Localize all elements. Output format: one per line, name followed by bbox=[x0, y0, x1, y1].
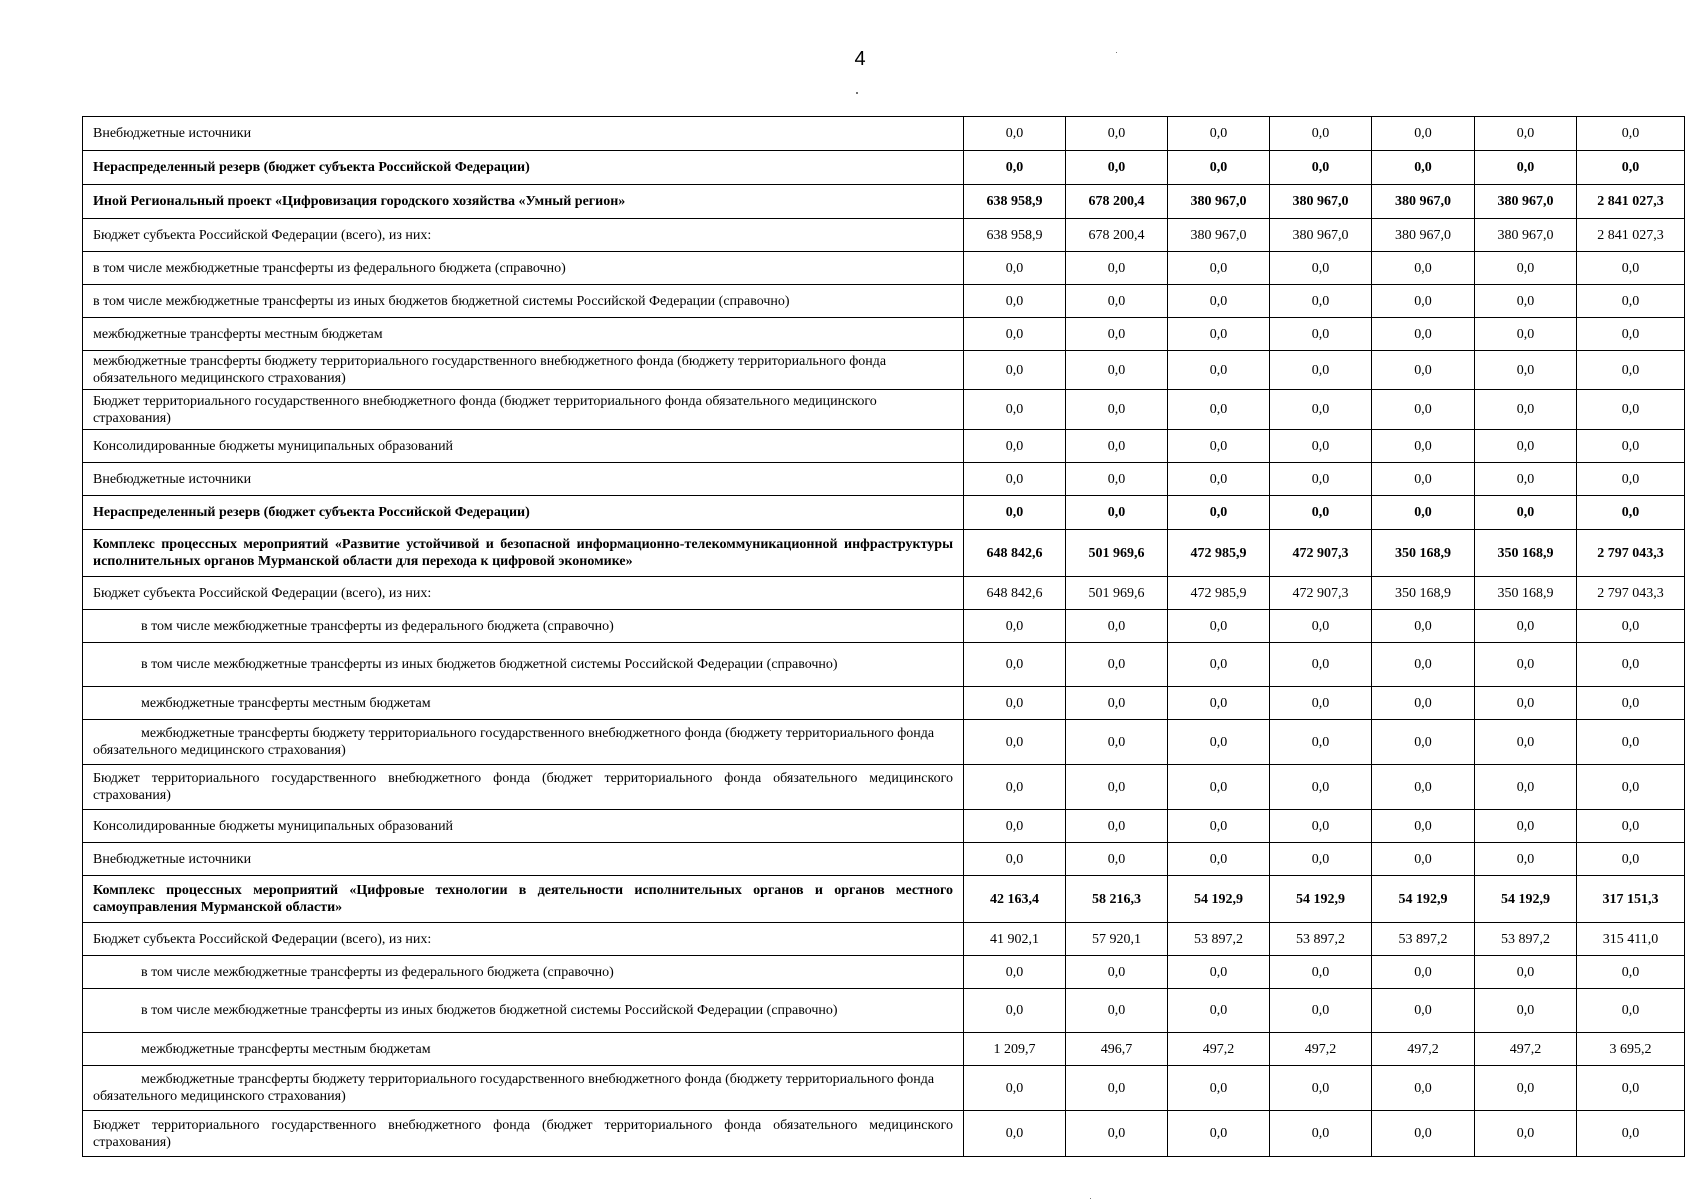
row-value-cell: 0,0 bbox=[1475, 687, 1577, 720]
row-value-cell: 0,0 bbox=[1270, 430, 1372, 463]
row-value-cell: 0,0 bbox=[1372, 1066, 1475, 1111]
row-value-cell: 472 985,9 bbox=[1168, 530, 1270, 577]
scan-speck bbox=[856, 92, 858, 94]
row-value-cell: 0,0 bbox=[964, 989, 1066, 1033]
row-value-cell: 501 969,6 bbox=[1066, 530, 1168, 577]
row-value-cell: 0,0 bbox=[1475, 989, 1577, 1033]
row-label: Бюджет территориального государственного внебюджетного фонда (бюджет территориального фонда обязательного медицинского страхования) bbox=[83, 765, 964, 810]
row-value-cell: 0,0 bbox=[1372, 351, 1475, 390]
row-value-cell: 380 967,0 bbox=[1475, 185, 1577, 219]
row-total-cell: 0,0 bbox=[1577, 643, 1685, 687]
row-label: в том числе межбюджетные трансферты из федерального бюджета (справочно) bbox=[83, 610, 964, 643]
row-value-cell: 53 897,2 bbox=[1168, 923, 1270, 956]
row-value-cell: 678 200,4 bbox=[1066, 185, 1168, 219]
row-value-cell: 0,0 bbox=[1475, 318, 1577, 351]
table-row bbox=[83, 1066, 1685, 1111]
table-row bbox=[83, 989, 1685, 1033]
row-value-cell: 0,0 bbox=[1372, 643, 1475, 687]
row-value-cell: 0,0 bbox=[1168, 956, 1270, 989]
row-value-cell: 0,0 bbox=[1475, 252, 1577, 285]
row-value-cell: 0,0 bbox=[964, 687, 1066, 720]
row-value-cell: 0,0 bbox=[964, 463, 1066, 496]
row-value-cell: 0,0 bbox=[964, 956, 1066, 989]
row-value-cell: 0,0 bbox=[1270, 151, 1372, 185]
row-value-cell: 42 163,4 bbox=[964, 876, 1066, 923]
row-value-cell: 497,2 bbox=[1372, 1033, 1475, 1066]
row-value-cell: 0,0 bbox=[1066, 687, 1168, 720]
table-row bbox=[83, 810, 1685, 843]
row-total-cell: 0,0 bbox=[1577, 318, 1685, 351]
row-value-cell: 0,0 bbox=[1168, 810, 1270, 843]
table-row bbox=[83, 185, 1685, 219]
row-total-cell: 2 841 027,3 bbox=[1577, 185, 1685, 219]
row-value-cell: 0,0 bbox=[1270, 989, 1372, 1033]
row-value-cell: 0,0 bbox=[1168, 463, 1270, 496]
table-row bbox=[83, 1033, 1685, 1066]
row-total-cell: 0,0 bbox=[1577, 463, 1685, 496]
row-value-cell: 0,0 bbox=[1270, 390, 1372, 430]
table-row bbox=[83, 285, 1685, 318]
row-value-cell: 350 168,9 bbox=[1372, 577, 1475, 610]
row-value-cell: 0,0 bbox=[1168, 720, 1270, 765]
row-label: Бюджет территориального государственного внебюджетного фонда (бюджет территориального фонда обязательного медицинского страхования) bbox=[83, 1111, 964, 1157]
row-label: Иной Региональный проект «Цифровизация городского хозяйства «Умный регион» bbox=[83, 185, 964, 219]
row-value-cell: 0,0 bbox=[1270, 810, 1372, 843]
row-value-cell: 0,0 bbox=[1066, 765, 1168, 810]
row-value-cell: 0,0 bbox=[964, 318, 1066, 351]
row-total-cell: 0,0 bbox=[1577, 151, 1685, 185]
row-value-cell: 0,0 bbox=[964, 285, 1066, 318]
row-value-cell: 0,0 bbox=[1475, 117, 1577, 151]
budget-table-body bbox=[83, 117, 1685, 1157]
row-value-cell: 0,0 bbox=[1372, 252, 1475, 285]
row-value-cell: 0,0 bbox=[1270, 1066, 1372, 1111]
row-value-cell: 0,0 bbox=[1168, 687, 1270, 720]
row-value-cell: 0,0 bbox=[1270, 643, 1372, 687]
row-value-cell: 472 907,3 bbox=[1270, 577, 1372, 610]
table-row bbox=[83, 430, 1685, 463]
row-value-cell: 380 967,0 bbox=[1168, 219, 1270, 252]
row-total-cell: 0,0 bbox=[1577, 496, 1685, 530]
row-value-cell: 0,0 bbox=[1270, 687, 1372, 720]
table-row bbox=[83, 318, 1685, 351]
row-value-cell: 0,0 bbox=[1168, 351, 1270, 390]
row-value-cell: 0,0 bbox=[1372, 318, 1475, 351]
row-value-cell: 0,0 bbox=[1475, 810, 1577, 843]
table-row bbox=[83, 876, 1685, 923]
row-value-cell: 0,0 bbox=[1168, 610, 1270, 643]
row-value-cell: 0,0 bbox=[1475, 285, 1577, 318]
row-value-cell: 0,0 bbox=[1372, 720, 1475, 765]
row-label: Внебюджетные источники bbox=[83, 117, 964, 151]
row-value-cell: 0,0 bbox=[1270, 318, 1372, 351]
row-label: Бюджет территориального государственного внебюджетного фонда (бюджет территориального фонда обязательного медицинского страхования) bbox=[83, 390, 964, 430]
table-row bbox=[83, 390, 1685, 430]
row-total-cell: 0,0 bbox=[1577, 390, 1685, 430]
row-value-cell: 0,0 bbox=[1475, 463, 1577, 496]
row-value-cell: 0,0 bbox=[1475, 1066, 1577, 1111]
row-value-cell: 53 897,2 bbox=[1270, 923, 1372, 956]
row-value-cell: 0,0 bbox=[1372, 117, 1475, 151]
row-value-cell: 472 985,9 bbox=[1168, 577, 1270, 610]
row-value-cell: 0,0 bbox=[964, 1066, 1066, 1111]
row-value-cell: 0,0 bbox=[1475, 430, 1577, 463]
row-value-cell: 0,0 bbox=[1270, 765, 1372, 810]
row-total-cell: 0,0 bbox=[1577, 720, 1685, 765]
row-value-cell: 0,0 bbox=[964, 117, 1066, 151]
row-label: межбюджетные трансферты местным бюджетам bbox=[83, 1033, 964, 1066]
row-value-cell: 0,0 bbox=[1066, 720, 1168, 765]
row-value-cell: 0,0 bbox=[1066, 252, 1168, 285]
row-value-cell: 0,0 bbox=[1475, 720, 1577, 765]
row-value-cell: 0,0 bbox=[1066, 843, 1168, 876]
row-label: в том числе межбюджетные трансферты из федерального бюджета (справочно) bbox=[83, 956, 964, 989]
row-label: межбюджетные трансферты бюджету территориального государственного внебюджетного фонда (бюджету территориального фонда обязательного медицинского страхования) bbox=[83, 351, 964, 390]
row-value-cell: 0,0 bbox=[1270, 610, 1372, 643]
row-label: Внебюджетные источники bbox=[83, 843, 964, 876]
row-value-cell: 0,0 bbox=[964, 843, 1066, 876]
row-total-cell: 3 695,2 bbox=[1577, 1033, 1685, 1066]
row-value-cell: 0,0 bbox=[1475, 643, 1577, 687]
row-label: в том числе межбюджетные трансферты из иных бюджетов бюджетной системы Российской Федерации (справочно) bbox=[83, 989, 964, 1033]
row-value-cell: 54 192,9 bbox=[1168, 876, 1270, 923]
row-value-cell: 497,2 bbox=[1168, 1033, 1270, 1066]
row-value-cell: 0,0 bbox=[1168, 252, 1270, 285]
table-row bbox=[83, 643, 1685, 687]
row-total-cell: 0,0 bbox=[1577, 252, 1685, 285]
row-value-cell: 0,0 bbox=[1270, 252, 1372, 285]
row-total-cell: 0,0 bbox=[1577, 1111, 1685, 1157]
row-value-cell: 58 216,3 bbox=[1066, 876, 1168, 923]
row-total-cell: 2 841 027,3 bbox=[1577, 219, 1685, 252]
row-value-cell: 0,0 bbox=[1168, 430, 1270, 463]
row-value-cell: 638 958,9 bbox=[964, 219, 1066, 252]
row-value-cell: 0,0 bbox=[1066, 463, 1168, 496]
row-value-cell: 380 967,0 bbox=[1168, 185, 1270, 219]
row-value-cell: 0,0 bbox=[1372, 610, 1475, 643]
table-row bbox=[83, 1111, 1685, 1157]
row-value-cell: 0,0 bbox=[964, 1111, 1066, 1157]
row-value-cell: 0,0 bbox=[1066, 285, 1168, 318]
row-value-cell: 0,0 bbox=[1270, 720, 1372, 765]
row-value-cell: 0,0 bbox=[964, 252, 1066, 285]
table-row bbox=[83, 577, 1685, 610]
row-total-cell: 0,0 bbox=[1577, 765, 1685, 810]
table-row bbox=[83, 117, 1685, 151]
row-value-cell: 0,0 bbox=[1372, 463, 1475, 496]
row-value-cell: 0,0 bbox=[1475, 956, 1577, 989]
row-value-cell: 0,0 bbox=[1270, 956, 1372, 989]
table-row bbox=[83, 765, 1685, 810]
row-value-cell: 380 967,0 bbox=[1372, 185, 1475, 219]
row-total-cell: 2 797 043,3 bbox=[1577, 577, 1685, 610]
row-label: Внебюджетные источники bbox=[83, 463, 964, 496]
row-value-cell: 0,0 bbox=[1372, 843, 1475, 876]
row-total-cell: 2 797 043,3 bbox=[1577, 530, 1685, 577]
scan-speck bbox=[1116, 52, 1117, 53]
row-value-cell: 0,0 bbox=[1066, 318, 1168, 351]
row-label: межбюджетные трансферты местным бюджетам bbox=[83, 687, 964, 720]
row-value-cell: 0,0 bbox=[1372, 1111, 1475, 1157]
row-label: Консолидированные бюджеты муниципальных образований bbox=[83, 810, 964, 843]
row-value-cell: 0,0 bbox=[964, 765, 1066, 810]
row-value-cell: 0,0 bbox=[1372, 390, 1475, 430]
row-total-cell: 0,0 bbox=[1577, 1066, 1685, 1111]
row-value-cell: 0,0 bbox=[1066, 117, 1168, 151]
row-label: Бюджет субъекта Российской Федерации (всего), из них: bbox=[83, 923, 964, 956]
row-value-cell: 380 967,0 bbox=[1270, 185, 1372, 219]
row-value-cell: 54 192,9 bbox=[1270, 876, 1372, 923]
row-value-cell: 0,0 bbox=[1372, 430, 1475, 463]
row-value-cell: 0,0 bbox=[1066, 810, 1168, 843]
row-value-cell: 0,0 bbox=[1372, 956, 1475, 989]
row-value-cell: 0,0 bbox=[1066, 151, 1168, 185]
row-value-cell: 0,0 bbox=[1066, 1066, 1168, 1111]
row-label: в том числе межбюджетные трансферты из иных бюджетов бюджетной системы Российской Федерации (справочно) bbox=[83, 643, 964, 687]
table-row bbox=[83, 923, 1685, 956]
row-value-cell: 0,0 bbox=[1372, 765, 1475, 810]
row-value-cell: 501 969,6 bbox=[1066, 577, 1168, 610]
table-row bbox=[83, 956, 1685, 989]
row-value-cell: 0,0 bbox=[1168, 117, 1270, 151]
row-value-cell: 0,0 bbox=[1270, 496, 1372, 530]
row-value-cell: 380 967,0 bbox=[1475, 219, 1577, 252]
row-value-cell: 0,0 bbox=[964, 810, 1066, 843]
row-value-cell: 0,0 bbox=[1475, 765, 1577, 810]
row-value-cell: 0,0 bbox=[1168, 285, 1270, 318]
row-value-cell: 0,0 bbox=[1475, 496, 1577, 530]
row-label: межбюджетные трансферты бюджету территориального государственного внебюджетного фонда (бюджету территориального фонда обязательного медицинского страхования) bbox=[83, 1066, 964, 1111]
row-value-cell: 0,0 bbox=[1066, 496, 1168, 530]
table-row bbox=[83, 219, 1685, 252]
row-value-cell: 0,0 bbox=[964, 351, 1066, 390]
row-value-cell: 350 168,9 bbox=[1475, 577, 1577, 610]
row-value-cell: 0,0 bbox=[1168, 1066, 1270, 1111]
table-row bbox=[83, 151, 1685, 185]
row-value-cell: 0,0 bbox=[1270, 285, 1372, 318]
row-value-cell: 0,0 bbox=[1168, 1111, 1270, 1157]
row-value-cell: 380 967,0 bbox=[1372, 219, 1475, 252]
table-row bbox=[83, 351, 1685, 390]
scan-speck bbox=[1090, 1198, 1091, 1199]
row-value-cell: 0,0 bbox=[1066, 989, 1168, 1033]
row-total-cell: 0,0 bbox=[1577, 610, 1685, 643]
row-value-cell: 0,0 bbox=[1475, 390, 1577, 430]
row-value-cell: 0,0 bbox=[1372, 810, 1475, 843]
row-value-cell: 0,0 bbox=[1270, 843, 1372, 876]
table-row bbox=[83, 610, 1685, 643]
row-value-cell: 0,0 bbox=[1475, 151, 1577, 185]
row-value-cell: 53 897,2 bbox=[1475, 923, 1577, 956]
table-row bbox=[83, 687, 1685, 720]
row-label: Бюджет субъекта Российской Федерации (всего), из них: bbox=[83, 577, 964, 610]
row-value-cell: 350 168,9 bbox=[1475, 530, 1577, 577]
row-label: Нераспределенный резерв (бюджет субъекта Российской Федерации) bbox=[83, 151, 964, 185]
table-row bbox=[83, 530, 1685, 577]
row-value-cell: 0,0 bbox=[964, 610, 1066, 643]
row-value-cell: 0,0 bbox=[964, 720, 1066, 765]
row-value-cell: 0,0 bbox=[1372, 151, 1475, 185]
row-total-cell: 0,0 bbox=[1577, 810, 1685, 843]
row-value-cell: 0,0 bbox=[1168, 318, 1270, 351]
row-value-cell: 0,0 bbox=[1372, 687, 1475, 720]
row-total-cell: 0,0 bbox=[1577, 430, 1685, 463]
row-value-cell: 0,0 bbox=[1168, 643, 1270, 687]
row-total-cell: 0,0 bbox=[1577, 956, 1685, 989]
row-value-cell: 0,0 bbox=[1066, 1111, 1168, 1157]
row-value-cell: 0,0 bbox=[1270, 117, 1372, 151]
row-total-cell: 0,0 bbox=[1577, 843, 1685, 876]
row-value-cell: 0,0 bbox=[1168, 765, 1270, 810]
row-value-cell: 648 842,6 bbox=[964, 577, 1066, 610]
budget-table bbox=[82, 116, 1685, 1157]
row-value-cell: 41 902,1 bbox=[964, 923, 1066, 956]
row-value-cell: 472 907,3 bbox=[1270, 530, 1372, 577]
row-value-cell: 0,0 bbox=[964, 390, 1066, 430]
row-total-cell: 315 411,0 bbox=[1577, 923, 1685, 956]
row-value-cell: 0,0 bbox=[964, 430, 1066, 463]
row-label: Бюджет субъекта Российской Федерации (всего), из них: bbox=[83, 219, 964, 252]
row-value-cell: 0,0 bbox=[1066, 430, 1168, 463]
row-label: Комплекс процессных мероприятий «Цифровые технологии в деятельности исполнительных органов и органов местного самоуправления Мурманской области» bbox=[83, 876, 964, 923]
row-value-cell: 0,0 bbox=[964, 151, 1066, 185]
row-total-cell: 0,0 bbox=[1577, 117, 1685, 151]
page-number: 4 bbox=[854, 48, 866, 70]
row-value-cell: 678 200,4 bbox=[1066, 219, 1168, 252]
row-value-cell: 380 967,0 bbox=[1270, 219, 1372, 252]
row-label: Комплекс процессных мероприятий «Развитие устойчивой и безопасной информационно-телекоммуникационной инфраструктуры исполнительных органов Мурманской области для перехода к цифровой экономике» bbox=[83, 530, 964, 577]
row-value-cell: 638 958,9 bbox=[964, 185, 1066, 219]
row-value-cell: 0,0 bbox=[1475, 843, 1577, 876]
row-value-cell: 0,0 bbox=[1372, 989, 1475, 1033]
row-value-cell: 0,0 bbox=[1372, 285, 1475, 318]
row-value-cell: 0,0 bbox=[1168, 843, 1270, 876]
row-value-cell: 0,0 bbox=[964, 643, 1066, 687]
row-value-cell: 53 897,2 bbox=[1372, 923, 1475, 956]
row-value-cell: 0,0 bbox=[1066, 390, 1168, 430]
row-value-cell: 497,2 bbox=[1270, 1033, 1372, 1066]
row-value-cell: 0,0 bbox=[1475, 351, 1577, 390]
row-value-cell: 57 920,1 bbox=[1066, 923, 1168, 956]
row-value-cell: 0,0 bbox=[1066, 956, 1168, 989]
row-value-cell: 0,0 bbox=[1066, 643, 1168, 687]
row-label: в том числе межбюджетные трансферты из федерального бюджета (справочно) bbox=[83, 252, 964, 285]
row-value-cell: 0,0 bbox=[1475, 610, 1577, 643]
row-value-cell: 0,0 bbox=[1168, 390, 1270, 430]
row-value-cell: 54 192,9 bbox=[1475, 876, 1577, 923]
row-value-cell: 0,0 bbox=[1168, 151, 1270, 185]
row-total-cell: 0,0 bbox=[1577, 989, 1685, 1033]
row-label: Нераспределенный резерв (бюджет субъекта Российской Федерации) bbox=[83, 496, 964, 530]
row-value-cell: 0,0 bbox=[1270, 463, 1372, 496]
table-row bbox=[83, 720, 1685, 765]
row-value-cell: 1 209,7 bbox=[964, 1033, 1066, 1066]
row-value-cell: 648 842,6 bbox=[964, 530, 1066, 577]
table-row bbox=[83, 843, 1685, 876]
row-value-cell: 0,0 bbox=[1270, 351, 1372, 390]
table-row bbox=[83, 463, 1685, 496]
row-total-cell: 0,0 bbox=[1577, 285, 1685, 318]
row-value-cell: 0,0 bbox=[1372, 496, 1475, 530]
row-value-cell: 0,0 bbox=[1270, 1111, 1372, 1157]
row-value-cell: 54 192,9 bbox=[1372, 876, 1475, 923]
row-value-cell: 0,0 bbox=[1066, 351, 1168, 390]
row-value-cell: 350 168,9 bbox=[1372, 530, 1475, 577]
row-label: межбюджетные трансферты местным бюджетам bbox=[83, 318, 964, 351]
row-value-cell: 497,2 bbox=[1475, 1033, 1577, 1066]
row-label: Консолидированные бюджеты муниципальных образований bbox=[83, 430, 964, 463]
row-value-cell: 0,0 bbox=[1168, 989, 1270, 1033]
row-label: в том числе межбюджетные трансферты из иных бюджетов бюджетной системы Российской Федерации (справочно) bbox=[83, 285, 964, 318]
table-row bbox=[83, 496, 1685, 530]
table-row bbox=[83, 252, 1685, 285]
row-value-cell: 0,0 bbox=[1066, 610, 1168, 643]
row-total-cell: 0,0 bbox=[1577, 687, 1685, 720]
row-label: межбюджетные трансферты бюджету территориального государственного внебюджетного фонда (бюджету территориального фонда обязательного медицинского страхования) bbox=[83, 720, 964, 765]
row-value-cell: 0,0 bbox=[964, 496, 1066, 530]
row-total-cell: 317 151,3 bbox=[1577, 876, 1685, 923]
row-value-cell: 0,0 bbox=[1475, 1111, 1577, 1157]
row-value-cell: 496,7 bbox=[1066, 1033, 1168, 1066]
row-total-cell: 0,0 bbox=[1577, 351, 1685, 390]
row-value-cell: 0,0 bbox=[1168, 496, 1270, 530]
